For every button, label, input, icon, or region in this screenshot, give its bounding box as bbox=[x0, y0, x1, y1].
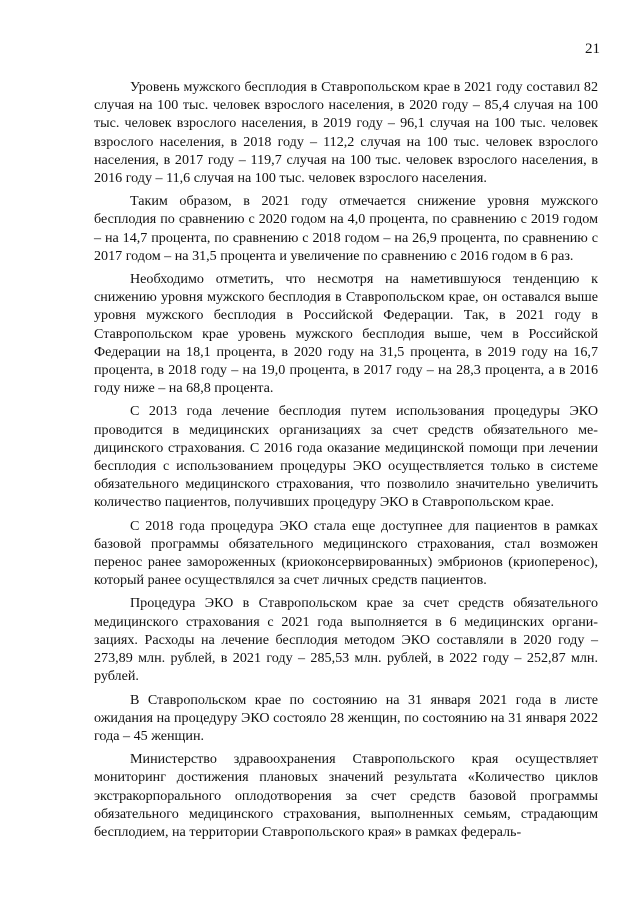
page-number: 21 bbox=[585, 41, 600, 57]
paragraph-eco-since-2013: С 2013 года лечение бесплодия путем использования процедуры ЭКО проводится в медицинских организациях за счет средств обязательного медицинского страхования. С 2016 года оказание медицинской помощи при лечении бесплодия с использованием процедуры ЭКО осуществляется только в системе обязательного медицинского страхования, что позволило значительно увеличить количество пациентов, получивших процедуру ЭКО в Ставропольском крае. bbox=[94, 403, 598, 511]
paragraph-eco-since-2018: С 2018 года процедура ЭКО стала еще доступнее для пациентов в рамках базовой программы обязательного медицинского страхования, стал возможен перенос ранее замороженных (криоконсервированных) эмбрионов (криоперенос), который ранее осуществлялся за счет личных средств пациентов. bbox=[94, 517, 598, 589]
paragraph-male-infertility-rates: Уровень мужского бесплодия в Ставропольском крае в 2021 году составил 82 случая на 100 тыс. человек взрослого населения, в 2020 году – 85,4 случая на 100 тыс. человек взрослого населения, в 2019 году – 96,1 случая на 100 тыс. человек взрослого населения, в 2018 году – 112,2 случая на 100 тыс. человек взрослого населения, в 2017 году – 119,7 случая на 100 тыс. человек взрослого населения, в 2016 году – 11,6 случая на 100 тыс. человек взрослого населения. bbox=[94, 79, 598, 187]
paragraph-comparison-russia: Необходимо отметить, что несмотря на наметившуюся тенденцию к снижению уровня мужского бесплодия в Ставропольском крае, он оставался выше уровня мужского бесплодия в Российской Федерации. Так, в 2021 году в Ставропольском крае уровень мужского бесплодия выше, чем в Российской Федерации на 18,1 процента, в 2020 году на 31,5 процента, в 2019 году на 16,7 процента, в 2018 году – на 19,0 процента, в 2017 году – на 28,3 процента, а в 2016 году ниже – на 68,8 процента. bbox=[94, 271, 598, 397]
paragraph-waiting-list: В Ставропольском крае по состоянию на 31 января 2021 года в листе ожидания на процедуру ЭКО состояло 28 женщин, по состоянию на 31 января 2022 года – 45 женщин. bbox=[94, 691, 598, 744]
paragraph-infertility-decrease: Таким образом, в 2021 году отмечается снижение уровня мужского бесплодия по сравнению с 2020 годом на 4,0 процента, по сравнению с 2019 годом – на 14,7 процента, по сравнению с 2018 годом – на 26,9 процента, по сравнению с 2017 годом – на 31,5 процента и увеличение по сравнению с 2016 годом в 6 раз. bbox=[94, 193, 598, 264]
paragraph-eco-costs: Процедура ЭКО в Ставропольском крае за счет средств обязательного медицинского страхования с 2021 года выполняется в 6 медицинских организациях. Расходы на лечение бесплодия методом ЭКО составляли в 2020 году – 273,89 млн. рублей, в 2021 году – 285,53 млн. рублей, в 2022 году – 252,87 млн. рублей. bbox=[94, 595, 598, 685]
paragraph-ministry-monitoring: Министерство здравоохранения Ставропольского края осуществляет мониторинг достижения плановых значений результата «Количество циклов экстракорпорального оплодотворения за счет средств базовой программы обязательного медицинского страхования, выполненных семьям, страдающим бесплодием, на территории Ставропольского края» в рамках федераль- bbox=[94, 751, 598, 840]
body-text bbox=[94, 78, 598, 846]
